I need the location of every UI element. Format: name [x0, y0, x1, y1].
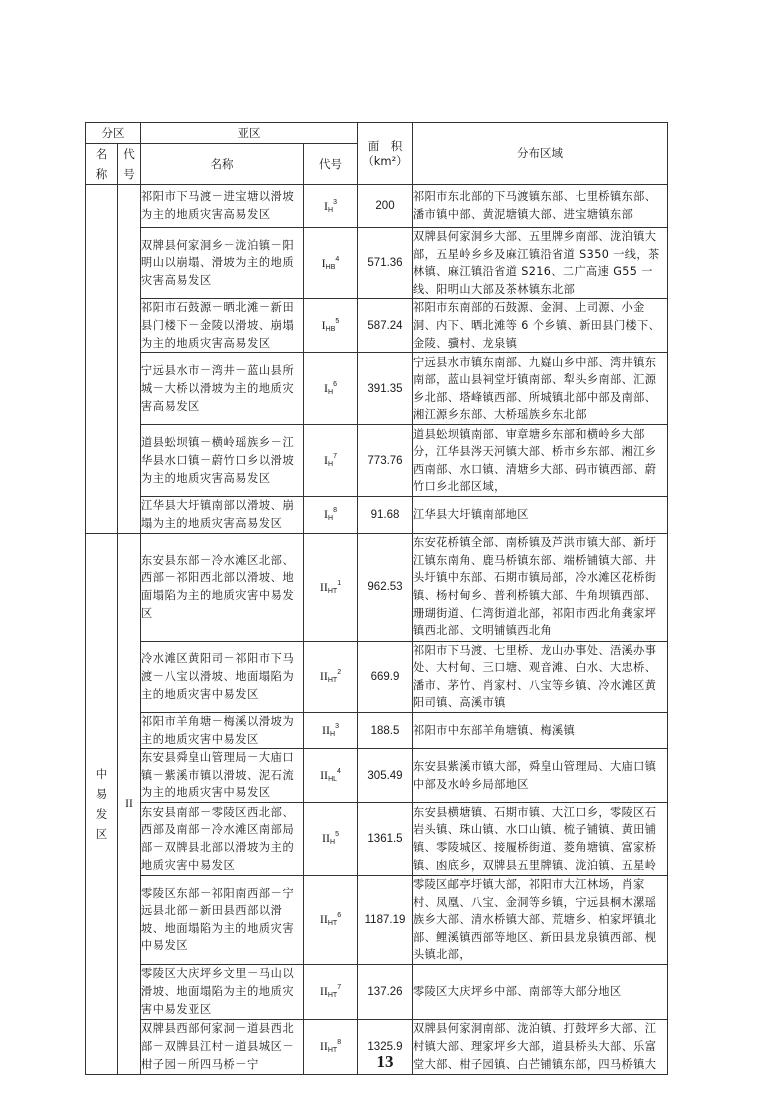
area-value: 1325.9 — [358, 1019, 413, 1074]
subzone-name: 东安县南部－零陵区西北部、西部及南部－冷水滩区南部局部－双牌县北部以滑坡为主的地质灾害中易发区 — [141, 802, 304, 875]
header-area-unit: （km²） — [362, 153, 408, 168]
distribution-text: 江华县大圩镇南部地区 — [413, 497, 668, 533]
area-value: 91.68 — [358, 497, 413, 533]
distribution-text: 双牌县何家洞南部、泷泊镇、打鼓坪乡大部、江村镇大部、理家坪乡大部，道县桥头大部、乐富堂大部、柑子园镇、白芒铺镇东部，四马桥镇大 — [413, 1019, 668, 1074]
distribution-text: 双牌县何家洞乡大部、五里牌乡南部、泷泊镇大部，五星岭乡乡及麻江镇沿省道 S350 一线，茶林镇、麻江镇沿省道 S216、二广高速 G55 一线、阳明山大部及茶林镇东北部 — [413, 228, 668, 299]
subzone-code: $II_{HL}^4$ — [304, 749, 358, 803]
distribution-text: 宁远县水市镇东南部、九嶷山乡中部、湾井镇东南部，蓝山县祠堂圩镇南部、犁头乡南部、汇源乡北部、塔峰镇西部、所城镇北部中部及南部、湘江源乡东部、大桥瑶族乡东北部 — [413, 353, 668, 425]
subzone-name: 祁阳市羊角塘－梅溪以滑坡为主的地质灾害中易发区 — [141, 712, 304, 748]
subzone-code: $II_H^5$ — [304, 802, 358, 875]
header-area-label: 面 积 — [367, 138, 403, 153]
area-value: 137.26 — [358, 964, 413, 1019]
zone-name-cell: 中易发区 — [86, 533, 118, 1074]
area-value: 200 — [358, 185, 413, 228]
header-area — [358, 123, 413, 185]
table-row — [86, 185, 668, 228]
zone-code-cell — [118, 185, 141, 534]
subzone-name: 东安县舜皇山管理局－大庙口镇－紫溪市镇以滑坡、泥石流为主的地质灾害中易发区 — [141, 749, 304, 803]
subzone-name: 冷水滩区黄阳司－祁阳市下马渡－八宝以滑坡、地面塌陷为主的地质灾害中易发区 — [141, 641, 304, 712]
area-value: 669.9 — [358, 641, 413, 712]
distribution-text: 东安县紫溪市镇大部，舜皇山管理局、大庙口镇中部及水岭乡局部地区 — [413, 749, 668, 803]
area-value: 305.49 — [358, 749, 413, 803]
subzone-name: 道县蚣坝镇－横岭瑶族乡－江华县水口镇－蔚竹口乡以滑坡为主的地质灾害高易发区 — [141, 425, 304, 497]
area-value: 962.53 — [358, 533, 413, 641]
area-value: 391.35 — [358, 353, 413, 425]
subzone-code: $I_{HB}^5$ — [304, 299, 358, 353]
header-distribution: 分布区域 — [413, 123, 668, 185]
area-value: 571.36 — [358, 228, 413, 299]
subzone-code: $II_H^3$ — [304, 712, 358, 748]
distribution-text: 东安县横塘镇、石期市镇、大江口乡，零陵区石岩头镇、珠山镇、水口山镇、梳子铺镇、黄田铺镇、零陵城区、接履桥街道、菱角塘镇、富家桥镇、凼底乡，双牌县五里牌镇、泷泊镇、五星岭 — [413, 802, 668, 875]
subzone-code: $I_{HB}^4$ — [304, 228, 358, 299]
subzone-name: 双牌县何家洞乡－泷泊镇－阳明山以崩塌、滑坡为主的地质灾害高易发区 — [141, 228, 304, 299]
table-row — [86, 299, 668, 353]
subzone-name: 祁阳市石鼓源－晒北滩－新田县门楼下－金陵以滑坡、崩塌为主的地质灾害高易发区 — [141, 299, 304, 353]
area-value: 1187.19 — [358, 875, 413, 964]
subzone-code: $I_H^7$ — [304, 425, 358, 497]
subzone-name: 江华县大圩镇南部以滑坡、崩塌为主的地质灾害高易发区 — [141, 497, 304, 533]
subzone-name: 祁阳市下马渡－进宝塘以滑坡为主的地质灾害高易发区 — [141, 185, 304, 228]
header-subzone-group: 亚区 — [141, 123, 358, 144]
header-subzone-code: 代号 — [304, 144, 358, 185]
zone-code-cell: II — [118, 533, 141, 1074]
table-row — [86, 425, 668, 497]
subzone-code: $I_H^6$ — [304, 353, 358, 425]
area-value: 587.24 — [358, 299, 413, 353]
distribution-text: 道县蚣坝镇南部、审章塘乡东部和横岭乡大部分，江华县涔天河镇大部、桥市乡东部、湘江乡西南部、水口镇、清塘乡大部、码市镇西部、蔚竹口乡北部区域， — [413, 425, 668, 497]
subzone-code: $I_H^3$ — [304, 185, 358, 228]
table-row — [86, 749, 668, 803]
table-row — [86, 353, 668, 425]
subzone-code: $I_H^8$ — [304, 497, 358, 533]
subzone-code: $II_{HT}^7$ — [304, 964, 358, 1019]
subzone-name: 零陵区大庆坪乡文里－马山以滑坡、地面塌陷为主的地质灾害中易发亚区 — [141, 964, 304, 1019]
distribution-text: 祁阳市下马渡、七里桥、龙山办事处、浯溪办事处、大村甸、三口塘、观音滩、白水、大忠桥、潘市、茅竹、肖家村、八宝等乡镇、冷水滩区黄阳司镇、高溪市镇 — [413, 641, 668, 712]
hazard-zoning-table — [85, 122, 668, 1075]
table-row — [86, 802, 668, 875]
distribution-text: 东安花桥镇全部、南桥镇及芦洪市镇大部、新圩江镇东南角、鹿马桥镇东部、端桥铺镇大部、井头圩镇中东部、石期市镇局部，冷水滩区花桥街镇、杨村甸乡、普利桥镇大部、牛角坝镇西部、珊瑚街道、仁湾街道北部，祁阳市西北角龚家坪镇西北部、文明铺镇西北角 — [413, 533, 668, 641]
table-row — [86, 964, 668, 1019]
subzone-name: 双牌县西部何家洞－道县西北部－双牌县江村－道县城区－柑子园－所四马桥－宁 — [141, 1019, 304, 1074]
area-value: 1361.5 — [358, 802, 413, 875]
distribution-text: 祁阳市东北部的下马渡镇东部、七里桥镇东部、潘市镇中部、黄泥塘镇大部、进宝塘镇东部 — [413, 185, 668, 228]
header-subzone-name: 名称 — [141, 144, 304, 185]
header-zone-code: 代号 — [118, 144, 141, 185]
distribution-text: 零陵区大庆坪乡中部、南部等大部分地区 — [413, 964, 668, 1019]
area-value: 188.5 — [358, 712, 413, 748]
distribution-text: 零陵区邮亭圩镇大部，祁阳市大江林场，肖家村、凤凰、八宝、金洞等乡镇，宁远县桐木漯瑶族乡大部、清水桥镇大部、荒塘乡、柏家坪镇北部、鲤溪镇西部等地区、新田县龙泉镇西部、枧头镇北部， — [413, 875, 668, 964]
table-row — [86, 712, 668, 748]
subzone-name: 宁远县水市－湾井－蓝山县所城－大桥以滑坡为主的地质灾害高易发区 — [141, 353, 304, 425]
page-number: 13 — [376, 1052, 394, 1071]
table-row — [86, 533, 668, 641]
table-row — [86, 641, 668, 712]
table-row — [86, 228, 668, 299]
header-zone-group: 分区 — [86, 123, 141, 144]
distribution-text: 祁阳市东南部的石鼓源、金洞、上司源、小金洞、内下、晒北滩等 6 个乡镇、新田县门楼下、金陵、骥村、龙泉镇 — [413, 299, 668, 353]
table-row — [86, 497, 668, 533]
distribution-text: 祁阳市中东部羊角塘镇、梅溪镇 — [413, 712, 668, 748]
subzone-name: 零陵区东部－祁阳南西部－宁远县北部－新田县西部以滑坡、地面塌陷为主的地质灾害中易发区 — [141, 875, 304, 964]
subzone-name: 东安县东部－冷水滩区北部、西部－祁阳西北部以滑坡、地面塌陷为主的地质灾害中易发区 — [141, 533, 304, 641]
header-zone-name: 名称 — [86, 144, 118, 185]
area-value: 773.76 — [358, 425, 413, 497]
table-row — [86, 875, 668, 964]
subzone-code: $II_{HT}^2$ — [304, 641, 358, 712]
zone-name-cell — [86, 185, 118, 534]
subzone-code: $II_{HT}^8$ — [304, 1019, 358, 1074]
subzone-code: $II_{HT}^6$ — [304, 875, 358, 964]
table-body — [86, 185, 668, 1075]
subzone-code: $II_{HT}^1$ — [304, 533, 358, 641]
